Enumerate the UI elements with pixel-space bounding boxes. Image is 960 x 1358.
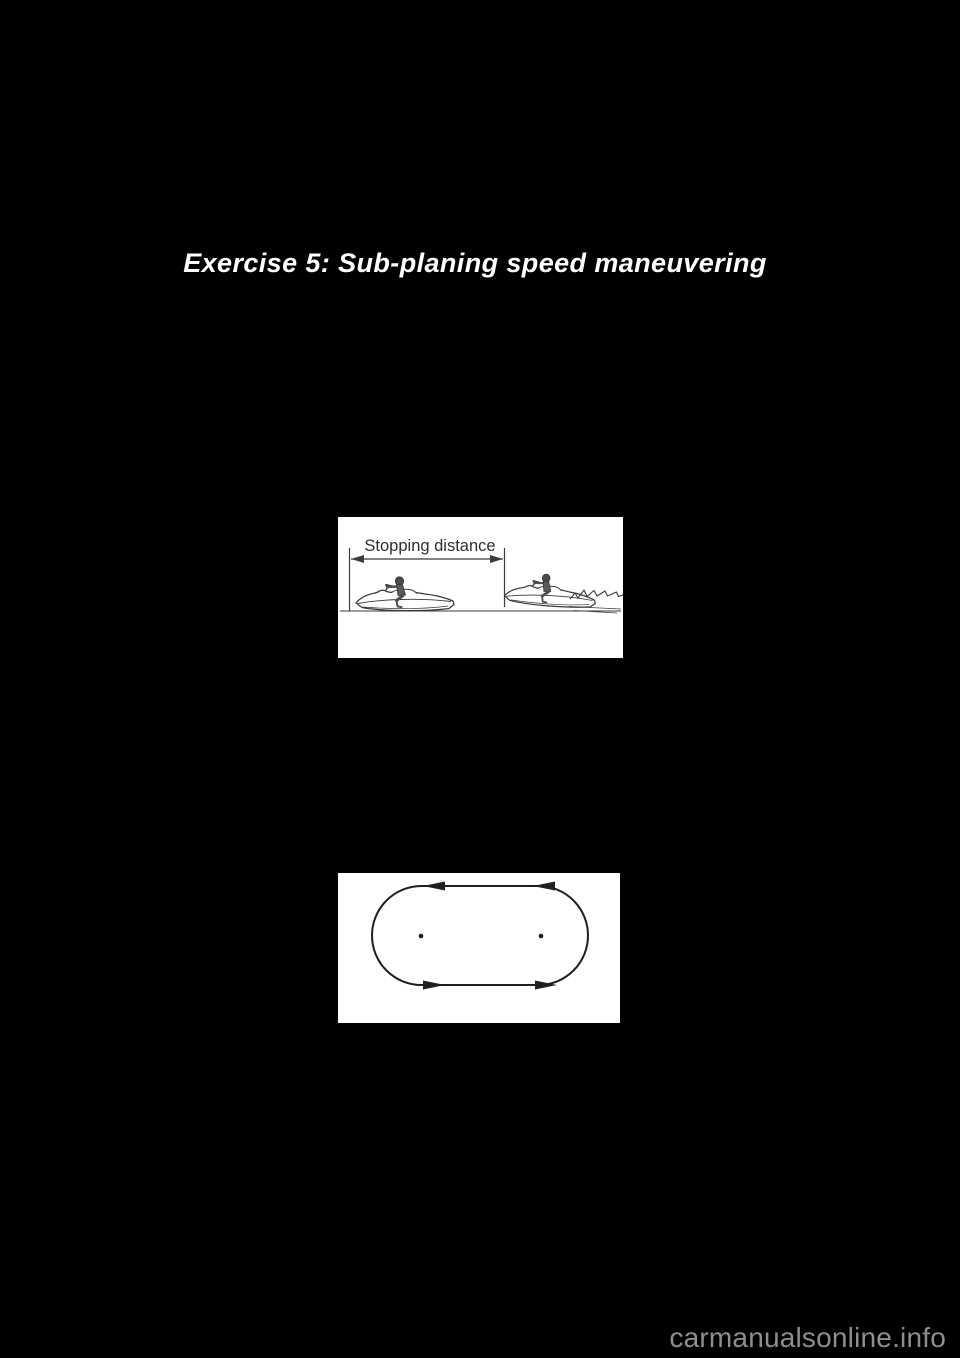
course-buoy-dot-left <box>419 934 424 939</box>
stopping-distance-figure <box>338 517 623 658</box>
watercraft-stopped <box>356 577 454 611</box>
stopping-distance-illustration <box>338 517 623 658</box>
page-title: Exercise 5: Sub-planing speed maneuvering <box>183 248 767 278</box>
course-direction-arrow-top-right <box>533 882 555 891</box>
watercraft-moving <box>504 571 597 609</box>
stopping-distance-label: Stopping distance <box>364 537 496 555</box>
course-direction-arrow-top-left <box>423 882 445 891</box>
oval-course-illustration <box>338 873 620 1023</box>
watermark: carmanualsonline.info <box>669 1322 946 1353</box>
course-buoy-dot-right <box>539 934 544 939</box>
course-track <box>372 886 588 985</box>
course-direction-arrow-bottom-left <box>423 981 445 990</box>
oval-course-figure <box>338 873 620 1023</box>
